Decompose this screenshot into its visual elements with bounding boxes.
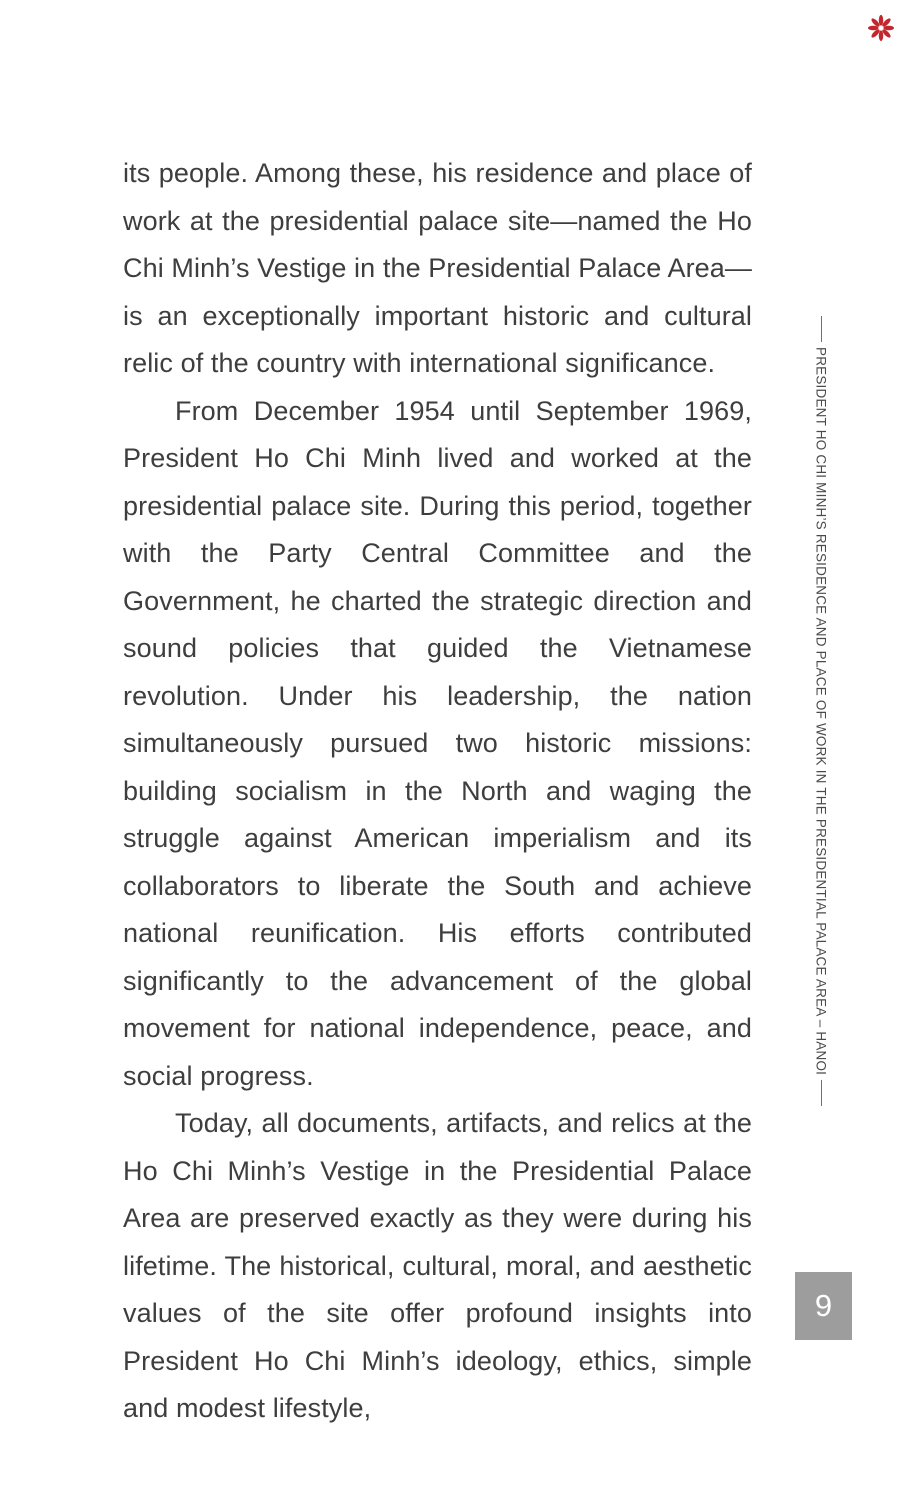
- paragraph-1: its people. Among these, his residence and place of work at the presidential palace site—named the Ho Chi Minh’s Vestige in the Presidential Palace Area—is an exceptionally important historic and cultural relic of the country with international significance.: [123, 158, 752, 378]
- running-head: [804, 316, 838, 1090]
- running-head-rule-top: [821, 316, 822, 342]
- paragraph-3: Today, all documents, artifacts, and relics at the Ho Chi Minh’s Vestige in the Presidential Palace Area are preserved exactly as they were during his lifetime. The historical, cultural, moral, and aesthetic values of the site offer profound insights into President Ho Chi Minh’s ideology, ethics, simple and modest lifestyle,: [123, 1108, 752, 1423]
- page-number: 9: [814, 1288, 833, 1323]
- page-number-badge: [795, 1272, 852, 1340]
- running-head-title: PRESIDENT HO CHI MINH’S RESIDENCE AND PLACE OF WORK IN THE PRESIDENTIAL PALACE AREA – HANOI: [813, 347, 829, 1076]
- flower-asterisk-icon: [867, 14, 895, 42]
- page-body: [123, 150, 752, 1433]
- running-head-rule-bottom: [821, 1080, 822, 1106]
- paragraph-2: From December 1954 until September 1969, President Ho Chi Minh lived and worked at the presidential palace site. During this period, together with the Party Central Committee and the Government, he charted the strategic direction and sound policies that guided the Vietnamese revolution. Under his leadership, the nation simultaneously pursued two historic missions: building socialism in the North and waging the struggle against American imperialism and its collaborators to liberate the South and achieve national reunification. His efforts contributed significantly to the advancement of the global movement for national independence, peace, and social progress.: [123, 395, 752, 1091]
